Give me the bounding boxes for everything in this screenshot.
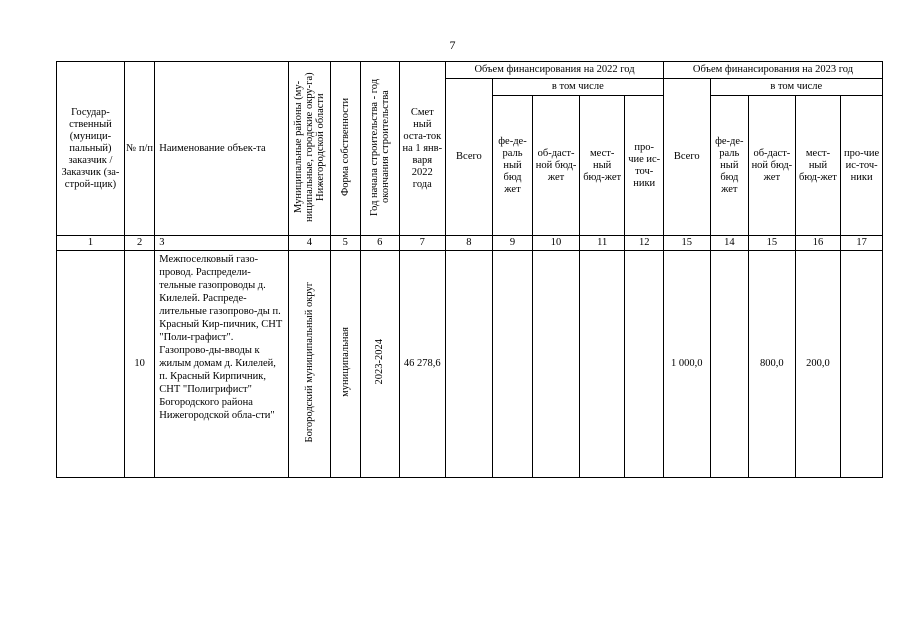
col-num: 9 [492, 236, 533, 251]
header-fin-2023: Объем финансирования на 2023 год [663, 62, 882, 79]
cell-2022-other [625, 251, 664, 478]
header-2022-federal: фе-де-раль ный бюд жет [492, 96, 533, 236]
header-remaining: Смет ный оста-ток на 1 янв-варя 2022 года [399, 62, 446, 236]
cell-2023-total: 1 000,0 [663, 251, 710, 478]
cell-2023-local: 200,0 [795, 251, 841, 478]
cell-district: Богородский муниципальный округ [289, 251, 331, 478]
header-2022-other: про-чие ис-точ-ники [625, 96, 664, 236]
header-object-name: Наименование объек-та [155, 62, 289, 236]
header-number: № п/п [124, 62, 154, 236]
table-row [57, 251, 883, 478]
header-2023-total: Всего [663, 79, 710, 236]
col-num: 2 [124, 236, 154, 251]
header-2023-other: про-чие ис-точ-ники [841, 96, 883, 236]
col-num: 1 [57, 236, 125, 251]
cell-remaining: 46 278,6 [399, 251, 446, 478]
col-num: 4 [289, 236, 331, 251]
col-num: 3 [155, 236, 289, 251]
col-num: 10 [533, 236, 580, 251]
header-2022-total: Всего [446, 79, 493, 236]
header-2023-including: в том числе [710, 79, 882, 96]
header-2023-federal: фе-де-раль ный бюд жет [710, 96, 749, 236]
cell-2022-local [579, 251, 625, 478]
header-2022-regional: об-даст-ной бюд-жет [533, 96, 580, 236]
cell-2022-regional [533, 251, 580, 478]
cell-2023-other [841, 251, 883, 478]
header-2023-local: мест-ный бюд-жет [795, 96, 841, 236]
cell-2022-federal [492, 251, 533, 478]
col-num: 12 [625, 236, 664, 251]
cell-years: 2023-2024 [361, 251, 400, 478]
col-num: 6 [361, 236, 400, 251]
header-2022-including: в том числе [492, 79, 663, 96]
cell-number: 10 [124, 251, 154, 478]
col-num: 7 [399, 236, 446, 251]
cell-customer [57, 251, 125, 478]
col-num: 8 [446, 236, 493, 251]
column-numbers-row [57, 236, 883, 251]
col-num: 5 [330, 236, 360, 251]
cell-object-name: Межпоселковый газо-провод. Распредели-тельные газопроводы д. Килелей. Распреде-лительные газопрово-ды п. Красный Кир-пичник, СНТ "Поли-графист". Газопрово-ды-вводы к жилым домам д. Килелей, п. Красный Кирпичник, СНТ "Полигрифист" Богородского района Нижегородской обла-сти" [155, 251, 289, 478]
col-num: 15 [749, 236, 796, 251]
header-fin-2022: Объем финансирования на 2022 год [446, 62, 664, 79]
financing-table [56, 61, 883, 478]
cell-2023-regional: 800,0 [749, 251, 796, 478]
header-2022-local: мест-ный бюд-жет [579, 96, 625, 236]
col-num: 17 [841, 236, 883, 251]
page-number: 7 [449, 38, 456, 52]
header-customer: Государ-ственный (муници-пальный) заказчик / Заказчик (за-строй-щик) [57, 62, 125, 236]
header-districts: Муниципальные районы (му-ниципальные, городские окру-га) Нижегородской области [289, 62, 331, 236]
header-ownership: Форма собственности [330, 62, 360, 236]
col-num: 15 [663, 236, 710, 251]
cell-2022-total [446, 251, 493, 478]
col-num: 11 [579, 236, 625, 251]
col-num: 16 [795, 236, 841, 251]
cell-ownership: муниципальная [330, 251, 360, 478]
col-num: 14 [710, 236, 749, 251]
cell-2023-federal [710, 251, 749, 478]
header-years: Год начала строительства - год окончания строительства [361, 62, 400, 236]
header-2023-regional: об-даст-ной бюд-жет [749, 96, 796, 236]
